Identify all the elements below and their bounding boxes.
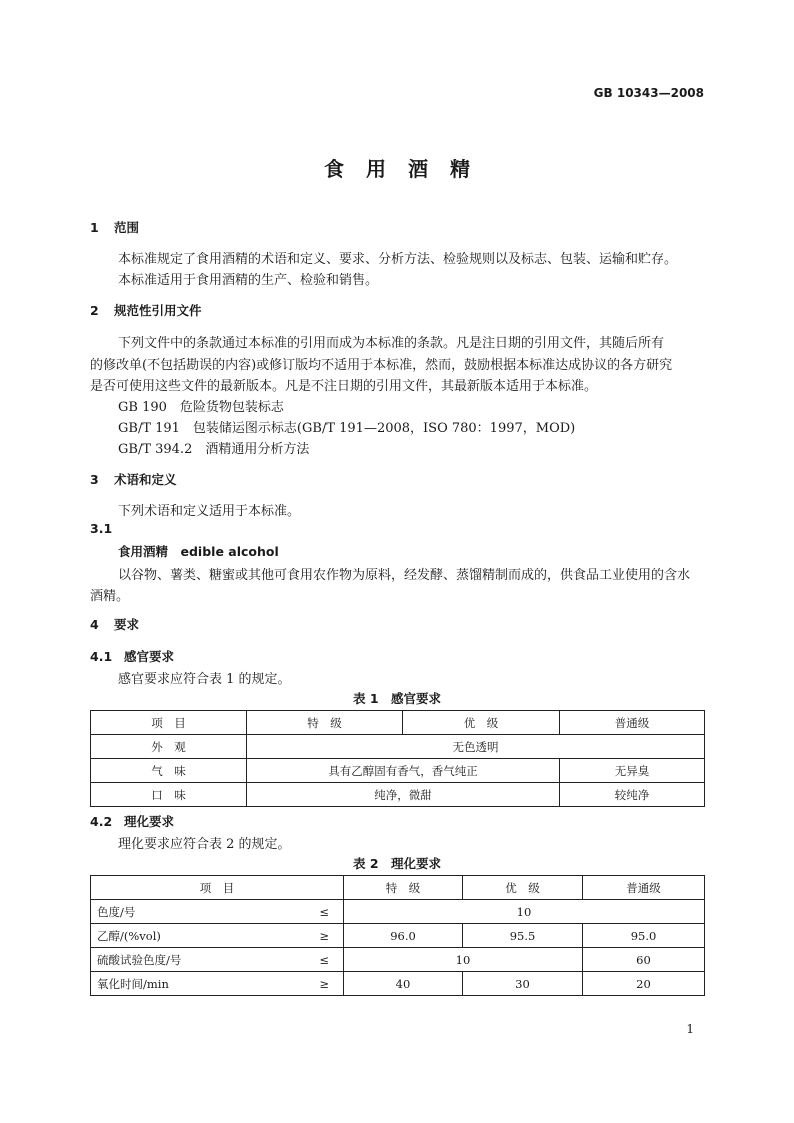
- page-number: 1: [686, 1022, 694, 1036]
- value-cell: 60: [583, 948, 705, 972]
- reference-item: GB 190 危险货物包装标志: [118, 400, 284, 415]
- operator-cell: ≥: [311, 972, 344, 996]
- section-3-heading: [90, 470, 177, 488]
- table-2: [90, 875, 705, 996]
- value-cell: 较纯净: [560, 783, 705, 807]
- table-row: [91, 948, 705, 972]
- section-4-heading: [90, 615, 139, 633]
- header-cell: 项 目: [91, 876, 344, 900]
- table-header-row: [91, 711, 705, 735]
- item-cell: 乙醇/(%vol): [91, 924, 311, 948]
- table-header-row: [91, 876, 705, 900]
- table-row: [91, 924, 705, 948]
- item-cell: 硫酸试验色度/号: [91, 948, 311, 972]
- paragraph-line: 是否可使用这些文件的最新版本。凡是不注日期的引用文件，其最新版本适用于本标准。: [90, 379, 598, 394]
- value-cell: 95.0: [583, 924, 705, 948]
- definition-line: 酒精。: [90, 589, 130, 604]
- page-title: 食用酒精: [324, 157, 492, 181]
- reference-item: GB/T 191 包装储运图示标志(GB/T 191—2008，ISO 780：1997，MOD): [118, 421, 576, 436]
- header-cell: 优 级: [403, 711, 560, 735]
- paragraph: 理化要求应符合表 2 的规定。: [118, 837, 291, 852]
- value-cell: 20: [583, 972, 705, 996]
- section-number: 4: [90, 617, 99, 632]
- paragraph: 本标准适用于食用酒精的生产、检验和销售。: [118, 273, 379, 288]
- paragraph-line: 下列文件中的条款通过本标准的引用而成为本标准的条款。凡是注日期的引用文件，其随后所有: [118, 336, 665, 351]
- term-entry: 食用酒精 edible alcohol: [118, 544, 279, 559]
- header-cell: 普通级: [560, 711, 705, 735]
- section-number: 1: [90, 220, 99, 235]
- subsection-4-1-heading: [90, 647, 174, 665]
- reference-item: GB/T 394.2 酒精通用分析方法: [118, 442, 310, 457]
- table-1: [90, 710, 705, 807]
- subsection-title: 感官要求: [124, 649, 175, 664]
- operator-cell: ≤: [311, 948, 344, 972]
- subsection-4-2-heading: [90, 812, 174, 830]
- value-cell: 无异臭: [560, 759, 705, 783]
- table-row: [91, 900, 705, 924]
- value-cell: 10: [344, 948, 583, 972]
- header-cell: 特 级: [344, 876, 463, 900]
- value-cell: 96.0: [344, 924, 463, 948]
- table-row: [91, 972, 705, 996]
- section-number: 3: [90, 472, 99, 487]
- subsection-number: 3.1: [90, 521, 113, 536]
- section-title: 术语和定义: [114, 472, 177, 487]
- table-row: [91, 783, 705, 807]
- header-cell: 优 级: [463, 876, 583, 900]
- section-title: 范围: [114, 220, 140, 235]
- operator-cell: ≤: [311, 900, 344, 924]
- definition-line: 以谷物、薯类、糖蜜或其他可食用农作物为原料，经发酵、蒸馏精制而成的，供食品工业使用的含水: [118, 568, 691, 583]
- value-cell: 40: [344, 972, 463, 996]
- table-1-caption: 表 1 感官要求: [352, 691, 442, 706]
- value-cell: 无色透明: [247, 735, 705, 759]
- table-row: [91, 735, 705, 759]
- section-number: 2: [90, 303, 99, 318]
- standard-number: GB 10343—2008: [593, 86, 704, 100]
- item-cell: 氧化时间/min: [91, 972, 311, 996]
- section-title: 要求: [114, 617, 140, 632]
- subsection-number: 4.2: [90, 814, 113, 829]
- header-cell: 特 级: [247, 711, 403, 735]
- value-cell: 95.5: [463, 924, 583, 948]
- operator-cell: ≥: [311, 924, 344, 948]
- table-2-caption: 表 2 理化要求: [352, 856, 442, 871]
- paragraph: 本标准规定了食用酒精的术语和定义、要求、分析方法、检验规则以及标志、包装、运输和贮存。: [118, 252, 678, 267]
- paragraph: 下列术语和定义适用于本标准。: [118, 504, 301, 519]
- paragraph-line: 的修改单(不包括勘误的内容)或修订版均不适用于本标准，然而，鼓励根据本标准达成协议的各方研究: [90, 358, 673, 373]
- item-cell: 口 味: [91, 783, 247, 807]
- item-cell: 色度/号: [91, 900, 311, 924]
- value-cell: 具有乙醇固有香气，香气纯正: [247, 759, 560, 783]
- subsection-number: 4.1: [90, 649, 113, 664]
- value-cell: 纯净，微甜: [247, 783, 560, 807]
- item-cell: 气 味: [91, 759, 247, 783]
- section-2-heading: [90, 301, 202, 319]
- section-1-heading: [90, 218, 139, 236]
- header-cell: 项 目: [91, 711, 247, 735]
- section-title: 规范性引用文件: [114, 303, 202, 318]
- value-cell: 10: [344, 900, 705, 924]
- table-row: [91, 759, 705, 783]
- paragraph: 感官要求应符合表 1 的规定。: [118, 672, 291, 687]
- subsection-title: 理化要求: [124, 814, 175, 829]
- item-cell: 外 观: [91, 735, 247, 759]
- header-cell: 普通级: [583, 876, 705, 900]
- value-cell: 30: [463, 972, 583, 996]
